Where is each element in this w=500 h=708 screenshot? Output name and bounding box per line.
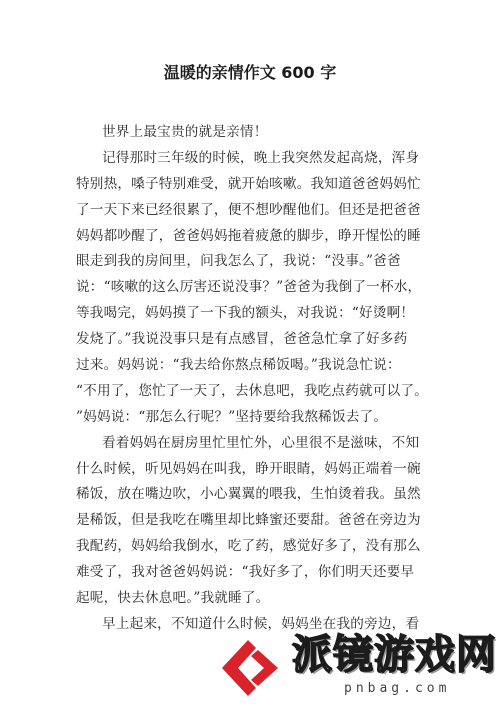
watermark xyxy=(212,626,500,708)
text-line: 什么时候，听见妈妈在叫我，睁开眼睛，妈妈正端着一碗 xyxy=(76,460,421,477)
text-line: 记得那时三年级的时候，晚上我突然发起高烧，浑身 xyxy=(102,149,420,166)
text-line: 看着妈妈在厨房里忙里忙外，心里很不是滋味，不知 xyxy=(102,434,420,451)
logo-chevron-left xyxy=(222,640,256,696)
text-line: 我配药，妈妈给我倒水，吃了药，感觉好多了，没有那么 xyxy=(76,538,421,555)
text-line: 难受了，我对爸爸妈妈说：“我好多了，你们明天还要早 xyxy=(76,564,415,581)
text-line: 稀饭，放在嘴边吹，小心翼翼的喂我，生怕烫着我。虽然 xyxy=(76,486,421,503)
text-line: 发烧了。”我说没事只是有点感冒，爸爸急忙拿了好多药 xyxy=(76,331,408,348)
text-line: 眼走到我的房间里，问我怎么了，我说：“没事。”爸爸 xyxy=(76,253,401,270)
text-line: 起呢，快去休息吧。”我就睡了。 xyxy=(76,590,270,607)
text-line: 早上起来，不知道什么时候，妈妈坐在我的旁边，看 xyxy=(102,615,420,632)
text-line: 妈妈都吵醒了，爸爸妈妈拖着疲惫的脚步，睁开惺忪的睡 xyxy=(76,227,421,244)
watermark-brand-text: 派镜游戏网 xyxy=(292,632,497,678)
text-line: 过来。妈妈说：“我去给你熬点稀饭喝。”我说急忙说： xyxy=(76,357,401,374)
text-line: 说：“咳嗽的这么厉害还说没事？”爸爸为我倒了一杯水， xyxy=(76,279,422,296)
document-title: 温暖的亲情作文 600 字 xyxy=(163,63,337,82)
text-line: 是稀饭，但是我吃在嘴里却比蜂蜜还要甜。爸爸在旁边为 xyxy=(76,512,421,529)
text-line: 特别热，嗓子特别难受，就开始咳嗽。我知道爸爸妈妈忙 xyxy=(76,175,421,192)
logo-chevron-right xyxy=(251,650,278,686)
text-line: 世界上最宝贵的就是亲情！ xyxy=(102,124,268,140)
text-line: “不用了，您忙了一天了，去休息吧，我吃点药就可以了。 xyxy=(76,382,428,399)
text-line: 了一天下来已经很累了，便不想吵醒他们。但还是把爸爸 xyxy=(76,201,421,218)
text-line: 等我喝完，妈妈摸了一下我的额头，对我说：“好烫啊！ xyxy=(76,305,415,322)
brand-logo-icon xyxy=(218,636,282,700)
text-line: ”妈妈说：“那怎么行呢？”坚持要给我熬稀饭去了。 xyxy=(76,408,388,425)
document-body xyxy=(76,120,426,638)
watermark-url: pnbag.com xyxy=(344,681,451,696)
